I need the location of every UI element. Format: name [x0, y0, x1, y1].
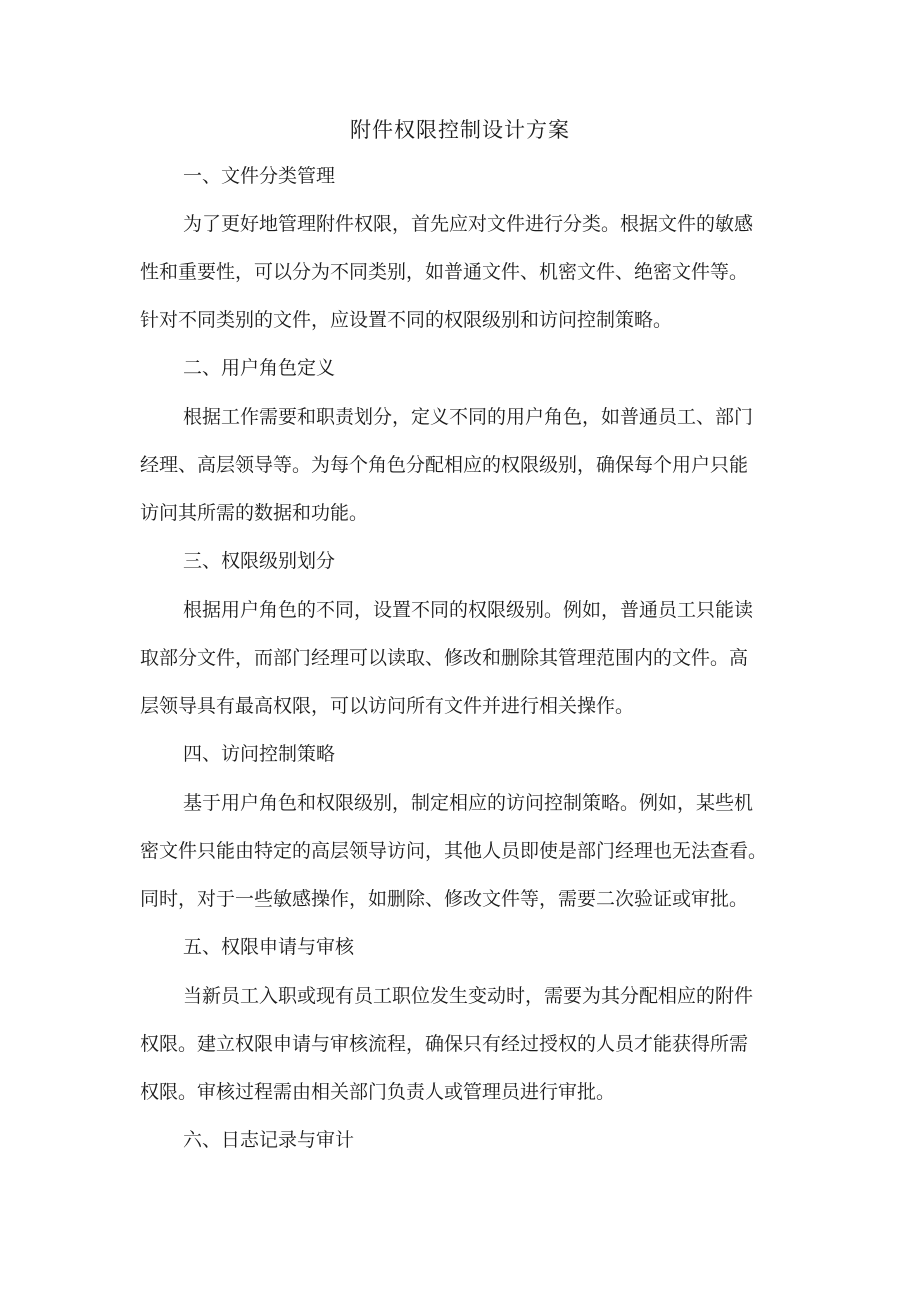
paragraph-line: 经理、高层领导等。为每个角色分配相应的权限级别，确保每个用户只能 — [140, 454, 749, 476]
paragraph-line: 访问其所需的数据和功能。 — [140, 502, 369, 524]
paragraph-line: 权限。建立权限申请与审核流程，确保只有经过授权的人员才能获得所需 — [140, 1033, 749, 1055]
section-heading-2: 二、用户角色定义 — [183, 357, 336, 379]
paragraph-line: 同时，对于一些敏感操作，如删除、修改文件等，需要二次验证或审批。 — [140, 888, 749, 910]
paragraph-line: 性和重要性，可以分为不同类别，如普通文件、机密文件、绝密文件等。 — [140, 261, 749, 283]
section-heading-4: 四、访问控制策略 — [183, 743, 336, 765]
section-heading-5: 五、权限申请与审核 — [183, 936, 355, 958]
paragraph-line: 取部分文件，而部门经理可以读取、修改和删除其管理范围内的文件。高 — [140, 647, 749, 669]
paragraph-line: 根据用户角色的不同，设置不同的权限级别。例如，普通员工只能读 — [183, 599, 754, 621]
section-heading-1: 一、文件分类管理 — [183, 165, 336, 187]
section-heading-3: 三、权限级别划分 — [183, 550, 336, 572]
paragraph-line: 权限。审核过程需由相关部门负责人或管理员进行审批。 — [140, 1081, 616, 1103]
paragraph-line: 层领导具有最高权限，可以访问所有文件并进行相关操作。 — [140, 695, 635, 717]
paragraph-line: 针对不同类别的文件，应设置不同的权限级别和访问控制策略。 — [140, 309, 673, 331]
paragraph-line: 当新员工入职或现有员工职位发生变动时，需要为其分配相应的附件 — [183, 985, 754, 1007]
document-title: 附件权限控制设计方案 — [350, 118, 570, 142]
section-heading-6: 六、日志记录与审计 — [183, 1129, 355, 1151]
paragraph-line: 根据工作需要和职责划分，定义不同的用户角色，如普通员工、部门 — [183, 406, 754, 428]
paragraph-line: 基于用户角色和权限级别，制定相应的访问控制策略。例如，某些机 — [183, 792, 754, 814]
paragraph-line: 为了更好地管理附件权限，首先应对文件进行分类。根据文件的敏感 — [183, 213, 754, 235]
paragraph-line: 密文件只能由特定的高层领导访问，其他人员即使是部门经理也无法查看。 — [140, 840, 768, 862]
